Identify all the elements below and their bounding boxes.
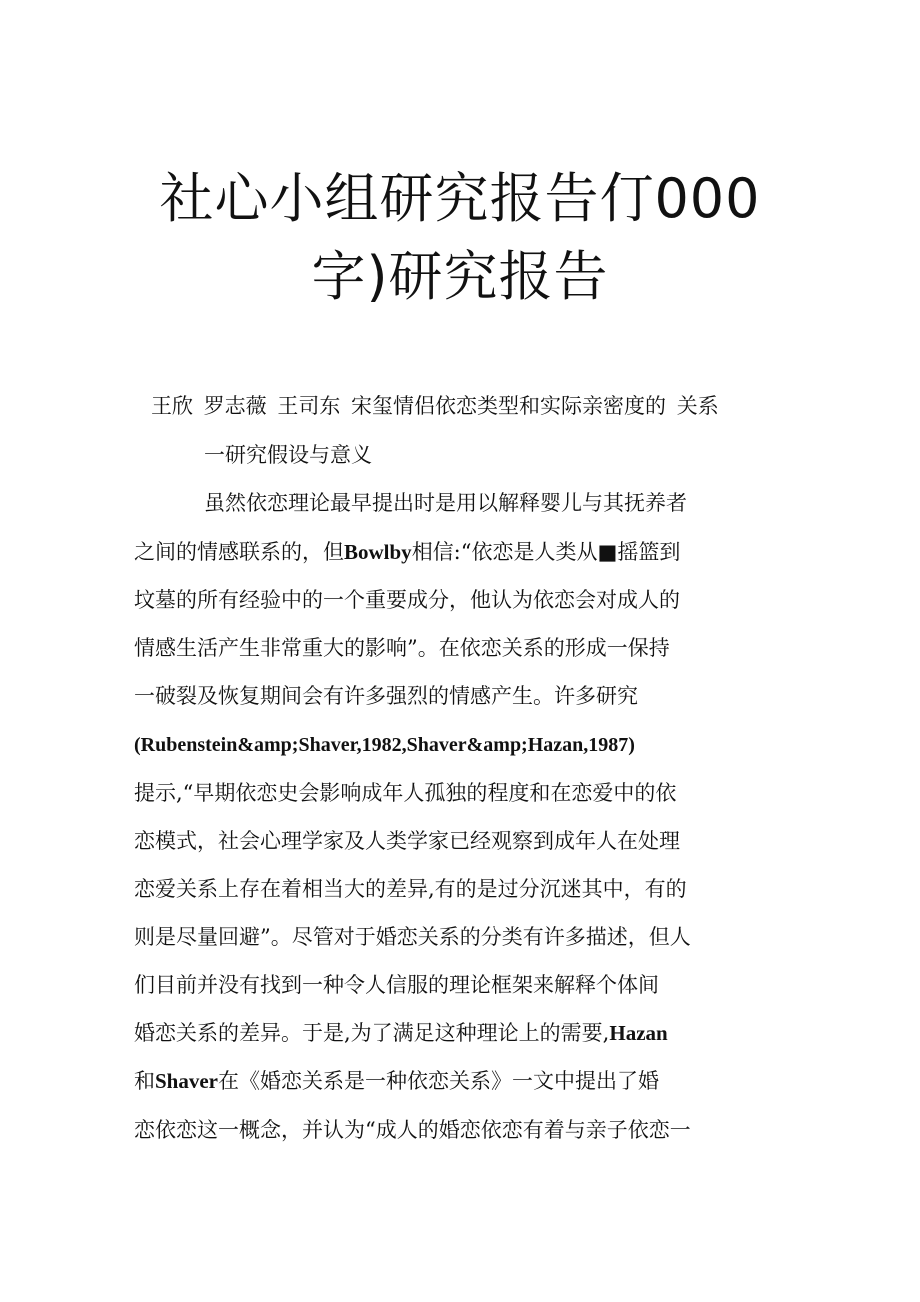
- text-segment: 婚恋关系的差异。于是,为了满足这种理论上的需要,: [134, 1021, 610, 1045]
- paragraph-line: [134, 1023, 668, 1044]
- paragraph-line: 坟墓的所有经验中的一个重要成分，他认为依恋会对成人的: [134, 588, 680, 612]
- paragraph-line: 恋模式，社会心理学家及人类学家已经观察到成年人在处理: [134, 829, 680, 853]
- paragraph-line: 恋爱关系上存在着相当大的差异,有的是过分沉迷其中，有的: [134, 877, 687, 901]
- paragraph-line: [134, 1071, 659, 1092]
- text-segment: 相信:“依恋是人类从■摇篮到: [411, 540, 681, 564]
- paragraph-line: 虽然依恋理论最早提出时是用以解释婴儿与其抚养者: [204, 491, 687, 515]
- paragraph-line: [134, 542, 680, 563]
- text-segment: 在《婚恋关系是一种依恋关系》一文中提出了婚: [218, 1069, 659, 1093]
- text-segment: 和: [134, 1069, 155, 1093]
- document-title-line-1: 社心小组研究报告仃000: [159, 167, 761, 230]
- paragraph-line: 一破裂及恢复期间会有许多强烈的情感产生。许多研究: [134, 684, 638, 708]
- paragraph-line: 提示,“早期依恋史会影响成年人孤独的程度和在恋爱中的依: [134, 781, 677, 805]
- document-title-line-2: 字)研究报告: [311, 245, 609, 308]
- paragraph-line: 恋依恋这一概念，并认为“成人的婚恋依恋有着与亲子依恋一: [134, 1118, 691, 1142]
- paragraph-line: 情感生活产生非常重大的影响”。在依恋关系的形成一保持: [134, 636, 670, 660]
- citation-line: (Rubenstein&amp;Shaver,1982,Shaver&amp;Hazan,1987): [134, 734, 635, 756]
- text-segment: 之间的情感联系的，但: [134, 540, 344, 564]
- authors-line: 王欣 罗志薇 王司东 宋玺情侣依恋类型和实际亲密度的 关系: [151, 394, 719, 418]
- citation-name: Hazan: [609, 1021, 668, 1045]
- citation-name: Shaver: [155, 1069, 218, 1093]
- citation-name: Bowlby: [344, 540, 412, 564]
- paragraph-line: 则是尽量回避”。尽管对于婚恋关系的分类有许多描述，但人: [134, 925, 691, 949]
- paragraph-line: 们目前并没有找到一种令人信服的理论框架来解释个体间: [134, 973, 659, 997]
- section-heading: 一研究假设与意义: [204, 443, 372, 467]
